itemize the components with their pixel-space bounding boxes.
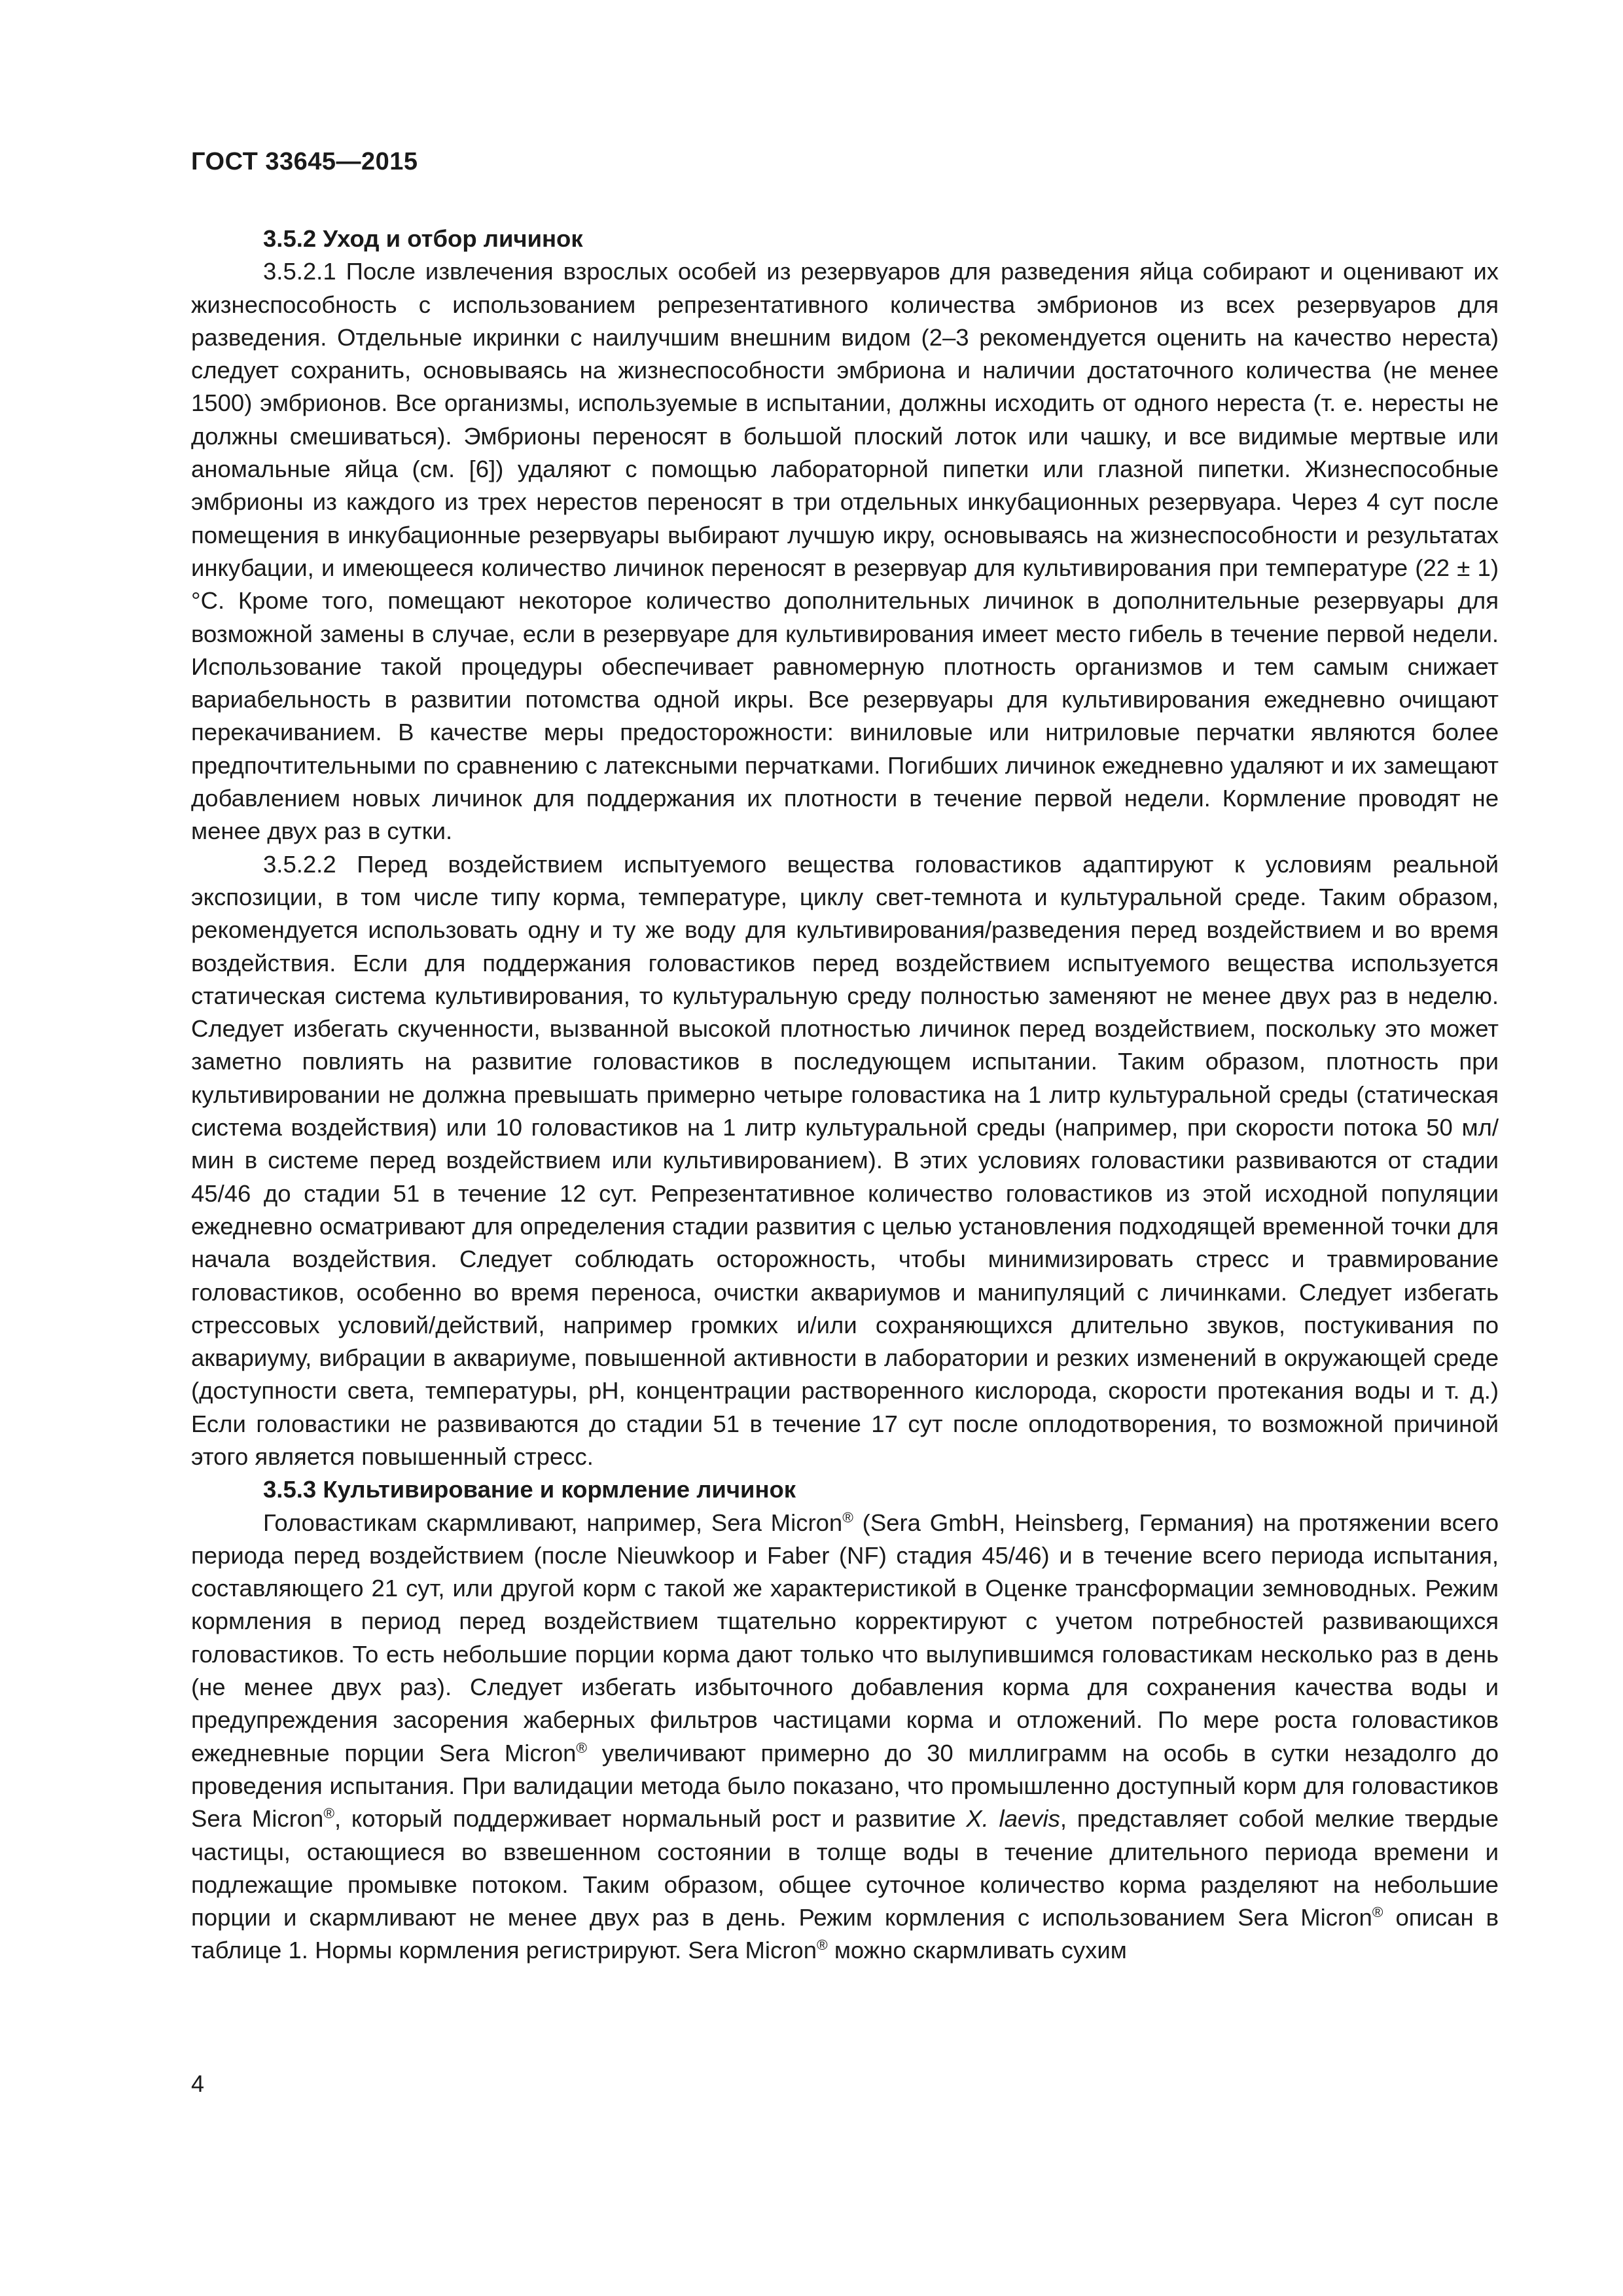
paragraph [191, 1507, 1499, 1967]
text-span: , который поддерживает нормальный рост и развитие [334, 1805, 967, 1833]
document-body [191, 223, 1499, 1967]
text-span: Головастикам скармливают, например, Sera Micron [263, 1509, 843, 1536]
section-heading: 3.5.3 Культивирование и кормление личинок [263, 1476, 796, 1503]
text-span: , представляет собой мелкие твердые частицы, остающиеся во взвешенном состоянии в толще воды в течение длительного периода времени и подлежащие промывке потоком. Таким образом, общее суточное количество корма разделяют на небольшие порции и скармливают не менее двух раз в день. Режим кормления с использованием Sera Micron [191, 1805, 1499, 1931]
registered-mark: ® [323, 1805, 335, 1822]
text-span: описан в таблице 1. Нормы кормления регистрируют. Sera Micron [191, 1904, 1499, 1964]
text-span: увеличивают примерно до 30 миллиграмм на особь в сутки незадолго до проведения испытания. При валидации метода было показано, что промышленно доступный корм для головастиков Sera Micron [191, 1739, 1499, 1833]
registered-mark: ® [817, 1937, 828, 1954]
registered-mark: ® [576, 1739, 588, 1756]
page-number: 4 [191, 2070, 205, 2097]
registered-mark: ® [1372, 1903, 1383, 1920]
registered-mark: ® [842, 1509, 853, 1526]
document-header: ГОСТ 33645—2015 [191, 148, 418, 175]
paragraph: 3.5.2.2 Перед воздействием испытуемого вещества головастиков адаптируют к условиям реальной экспозиции, в том числе типу корма, температуре, циклу свет-темнота и культуральной среде. Таким образом, рекомендуется использовать одну и ту же воду для культивирования/разведения перед воздействием и во время воздействия. Если для поддержания головастиков перед воздействием испытуемого вещества используется статическая система культивирования, то культуральную среду полностью заменяют не менее двух раз в неделю. Следует избегать скученности, вызванной высокой плотностью личинок перед воздействием, поскольку это может заметно повлиять на развитие головастиков в последующем испытании. Таким образом, плотность при культивировании не должна превышать примерно четыре головастика на 1 литр культуральной среды (статическая система воздействия) или 10 головастиков на 1 литр культуральной среды (например, при скорости потока 50 мл/мин в системе перед воздействием или культивированием). В этих условиях головастики развиваются от стадии 45/46 до стадии 51 в течение 12 сут. Репрезентативное количество головастиков из этой исходной популяции ежедневно осматривают для определения стадии развития с целью установления подходящей временной точки для начала воздействия. Следует соблюдать осторожность, чтобы минимизировать стресс и травмирование головастиков, особенно во время переноса, очистки аквариумов и манипуляций с личинками. Следует избегать стрессовых условий/действий, например громких и/или сохраняющихся длительно звуков, постукивания по аквариуму, вибрации в аквариуме, повышенной активности в лаборатории и резких изменений в окружающей среде (доступности света, температуры, pH, концентрации растворенного кислорода, скорости протекания воды и т. д.) Если головастики не развиваются до стадии 51 в течение 17 сут после оплодотворения, то возможной причиной этого является повышенный стресс. [191, 850, 1499, 1470]
section-heading: 3.5.2 Уход и отбор личинок [263, 225, 583, 252]
species-name: X. laevis [966, 1805, 1060, 1833]
text-span: (Sera GmbH, Heinsberg, Германия) на протяжении всего периода перед воздействием (после Nieuwkoop и Faber (NF) стадия 45/46) и в течение всего периода испытания, составляющего 21 сут, или другой корм с такой же характеристикой в Оценке трансформации земноводных. Режим кормления в период перед воздействием тщательно корректируют с учетом потребностей развивающихся головастиков. То есть небольшие порции корма дают только что вылупившимся головастикам несколько раз в день (не менее двух раз). Следует избегать избыточного добавления корма для сохранения качества воды и предупреждения засорения жаберных фильтров частицами корма и отложений. По мере роста головастиков ежедневные порции Sera Micron [191, 1509, 1499, 1767]
paragraph: 3.5.2.1 После извлечения взрослых особей из резервуаров для разведения яйца собирают и оценивают их жизнеспособность с использованием репрезентативного количества эмбрионов из всех резервуаров для разведения. Отдельные икринки с наилучшим внешним видом (2–3 рекомендуется оценить на качество нереста) следует сохранить, основываясь на жизнеспособности эмбриона и наличии достаточного количества (не менее 1500) эмбрионов. Все организмы, используемые в испытании, должны исходить от одного нереста (т. е. нересты не должны смешиваться). Эмбрионы переносят в большой плоский лоток или чашку, и все видимые мертвые или аномальные яйца (см. [6]) удаляют с помощью лабораторной пипетки или глазной пипетки. Жизнеспособные эмбрионы из каждого из трех нерестов переносят в три отдельных инкубационных резервуара. Через 4 сут после помещения в инкубационные резервуары выбирают лучшую икру, основываясь на жизнеспособности и результатах инкубации, и имеющееся количество личинок переносят в резервуар для культивирования при температуре (22 ± 1) °С. Кроме того, помещают некоторое количество дополнительных личинок в дополнительные резервуары для возможной замены в случае, если в резервуаре для культивирования имеет место гибель в течение первой недели. Использование такой процедуры обеспечивает равномерную плотность организмов и тем самым снижает вариабельность в развитии потомства одной икры. Все резервуары для культивирования ежедневно очищают перекачиванием. В качестве меры предосторожности: виниловые или нитриловые перчатки являются более предпочтительными по сравнению с латексными перчатками. Погибших личинок ежедневно удаляют и их замещают добавлением новых личинок для поддержания их плотности в течение первой недели. Кормление проводят не менее двух раз в сутки. [191, 258, 1499, 845]
text-span: можно скармливать сухим [827, 1937, 1127, 1964]
